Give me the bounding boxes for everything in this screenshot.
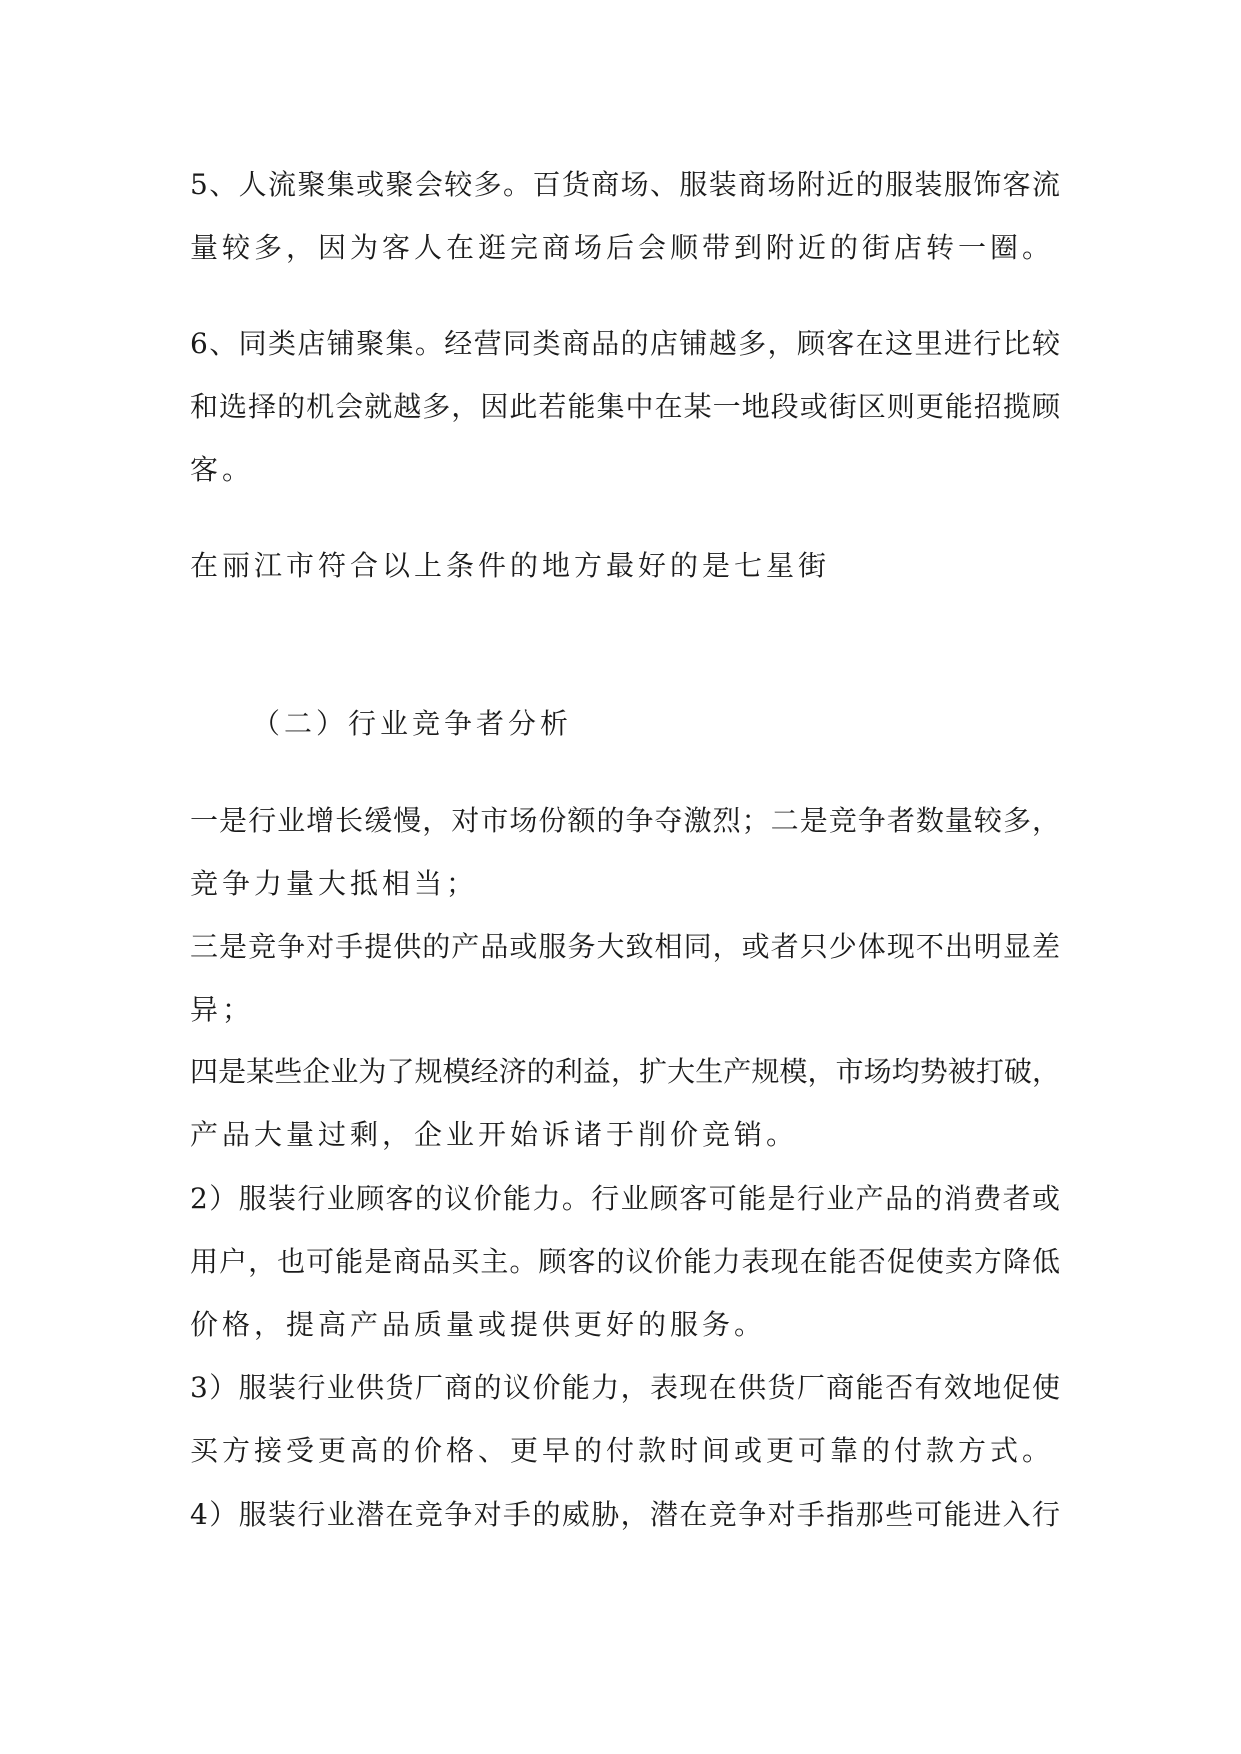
text-line: 4）服装行业潜在竞争对手的威胁，潜在竞争对手指那些可能进入行 [190,1498,1060,1531]
text-line: 和选择的机会就越多，因此若能集中在某一地段或街区则更能招揽顾 [190,390,1060,423]
text-line: 用户，也可能是商品买主。顾客的议价能力表现在能否促使卖方降低 [190,1245,1060,1278]
text-line: 客。 [190,453,255,486]
text-line: 产品大量过剩，企业开始诉诸于削价竞销。 [190,1118,799,1151]
text-line: 一是行业增长缓慢，对市场份额的争夺激烈；二是竞争者数量较多， [190,804,1060,837]
text-line: 价格，提高产品质量或提供更好的服务。 [190,1308,767,1341]
text-line: 异； [190,993,255,1026]
text-line: 竞争力量大抵相当； [190,867,479,900]
text-line: 买方接受更高的价格、更早的付款时间或更可靠的付款方式。 [190,1434,1055,1467]
text-line: 在丽江市符合以上条件的地方最好的是七星街 [190,549,831,582]
text-line: 3）服装行业供货厂商的议价能力，表现在供货厂商能否有效地促使 [190,1371,1060,1404]
text-line: 量较多，因为客人在逛完商场后会顺带到附近的街店转一圈。 [190,231,1055,264]
text-line: 6、同类店铺聚集。经营同类商品的店铺越多，顾客在这里进行比较 [190,327,1060,360]
section-heading: （二）行业竞争者分析 [252,707,573,740]
text-line: 四是某些企业为了规模经济的利益，扩大生产规模，市场均势被打破， [190,1055,1060,1088]
text-line: 三是竞争对手提供的产品或服务大致相同，或者只少体现不出明显差 [190,930,1060,963]
text-line: 5、人流聚集或聚会较多。百货商场、服装商场附近的服装服饰客流 [190,168,1060,201]
text-line: 2）服装行业顾客的议价能力。行业顾客可能是行业产品的消费者或 [190,1182,1060,1215]
